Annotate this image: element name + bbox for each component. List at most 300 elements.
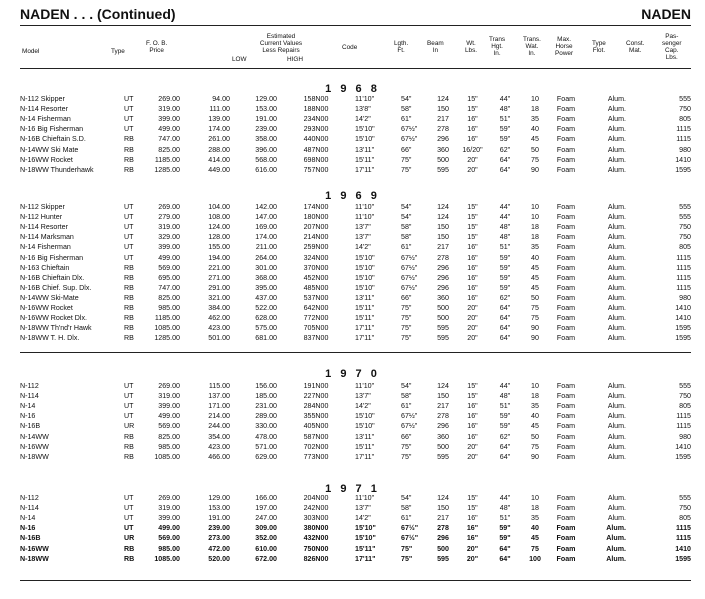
cell-weight: 595 [437,324,449,333]
cell-code: 355N00 [303,412,329,421]
table-row [20,242,691,252]
cell-material: Alum. [607,442,626,451]
cell-weight: 296 [437,534,449,543]
cell-model: N-112 Skipper [20,203,65,212]
cell-trans-height: 20" [466,554,479,563]
cell-trans-water: 64" [499,165,511,174]
cell-trans-height: 15" [467,504,478,513]
cell-length: 15'10" [355,412,375,421]
cell-flotation: Foam [556,514,576,523]
cell-max-hp: 35 [531,514,539,523]
cell-flotation: Foam [556,334,576,343]
table-row [20,533,691,543]
col-header-flotation: Type Flot. [592,40,606,54]
cell-type: UT [124,392,134,401]
cell-code: 826N00 [303,554,329,563]
table-row [20,144,691,154]
cell-material: Alum. [607,514,626,523]
cell-flotation: Foam [556,145,576,154]
cell-capacity: 1410 [675,303,691,312]
cell-value-low: 239.00 [208,524,230,533]
cell-code: 772N00 [303,314,329,323]
model-table-1971 [20,493,691,564]
cell-beam: 75" [401,314,412,323]
cell-beam: 66" [401,293,412,302]
cell-length: 13'7" [355,392,371,401]
cell-beam: 75" [401,554,413,563]
cell-trans-height: 16" [467,273,478,282]
cell-flotation: Foam [556,382,576,391]
cell-code: 702N00 [303,442,329,451]
cell-trans-height: 16" [467,293,478,302]
cell-value-high: 239.00 [255,125,277,134]
cell-value-low: 449.00 [208,165,230,174]
cell-model: N-114 Marksman [20,233,74,242]
cell-flotation: Foam [556,452,576,461]
cell-value-high: 147.00 [255,213,277,222]
cell-trans-water: 44" [499,203,511,212]
cell-length: 13'7" [355,504,371,513]
cell-capacity: 1115 [676,524,691,533]
cell-trans-height: 15" [467,213,478,222]
cell-type: UT [124,524,134,533]
col-header-length: Lgth. Ft. [394,40,409,54]
model-table-1969 [20,202,691,343]
cell-trans-height: 20" [466,544,479,553]
col-header-trans-hgt: Trans Hgt. In. [489,36,506,57]
cell-value-high: 185.00 [255,392,277,401]
cell-value-low: 472.00 [208,544,230,553]
cell-material: Alum. [607,412,626,421]
cell-value-low: 194.00 [208,253,230,262]
cell-weight: 150 [437,223,449,232]
cell-code: 750N00 [303,544,329,553]
cell-code: 293N00 [303,125,329,134]
cell-model: N-18WW Thunderhawk [20,165,94,174]
table-row [20,155,691,165]
cell-max-hp: 40 [531,125,539,134]
cell-flotation: Foam [556,243,576,252]
cell-model: N-16 [20,412,36,421]
cell-length: 11'10" [355,494,375,503]
cell-trans-height: 16" [467,125,478,134]
cell-value-low: 273.00 [208,534,230,543]
cell-trans-water: 64" [499,155,511,164]
cell-material: Alum. [607,382,626,391]
cell-price: 1085.00 [154,452,180,461]
cell-material: Alum. [607,223,626,232]
cell-capacity: 750 [679,392,691,401]
cell-model: N-18WW Th'nd'r Hawk [20,324,92,333]
cell-material: Alum. [607,125,626,134]
cell-length: 17'11" [355,324,375,333]
cell-max-hp: 10 [531,203,539,212]
cell-weight: 150 [437,504,449,513]
cell-trans-height: 15" [467,494,478,503]
table-row [20,523,691,533]
cell-type: UT [124,382,134,391]
cell-type: UR [124,422,135,431]
table-row [20,503,691,513]
cell-flotation: Foam [556,283,576,292]
cell-capacity: 1595 [675,324,691,333]
cell-trans-height: 16" [467,253,478,262]
cell-beam: 75" [401,334,412,343]
cell-length: 11'10" [355,95,375,104]
cell-type: RB [124,263,134,272]
cell-material: Alum. [607,422,626,431]
table-row [20,232,691,242]
cell-trans-height: 16" [467,283,478,292]
cell-trans-height: 16" [467,402,478,411]
cell-length: 15'11" [355,314,375,323]
cell-trans-water: 48" [499,392,511,401]
cell-value-low: 124.00 [208,223,230,232]
cell-weight: 278 [437,125,449,134]
cell-trans-water: 59" [499,524,511,533]
col-header-high: HIGH [287,56,303,63]
page-bottom-rule [20,580,691,581]
cell-value-high: 672.00 [255,554,277,563]
cell-length: 14'2" [355,115,371,124]
cell-code: 174N00 [303,203,329,212]
cell-capacity: 555 [679,494,691,503]
cell-value-high: 368.00 [255,273,277,282]
cell-trans-height: 15" [467,233,478,242]
cell-weight: 150 [437,105,449,114]
cell-length: 15'11" [355,442,375,451]
cell-weight: 278 [437,524,449,533]
cell-price: 269.00 [158,95,180,104]
cell-weight: 124 [437,382,449,391]
cell-value-high: 191.00 [255,115,277,124]
cell-type: RB [124,303,134,312]
cell-value-low: 466.00 [208,452,230,461]
cell-code: 180N00 [303,213,329,222]
cell-material: Alum. [607,263,626,272]
cell-type: RB [124,293,134,302]
cell-length: 14'2" [355,243,371,252]
cell-weight: 124 [437,203,449,212]
cell-price: 569.00 [158,263,180,272]
cell-material: Alum. [607,283,626,292]
cell-weight: 296 [437,283,449,292]
cell-capacity: 1595 [675,165,691,174]
cell-material: Alum. [607,115,626,124]
cell-value-high: 301.00 [255,263,277,272]
cell-type: UR [124,534,135,543]
cell-capacity: 805 [679,402,691,411]
cell-weight: 124 [437,213,449,222]
cell-price: 985.00 [158,303,180,312]
table-row [20,421,691,431]
cell-max-hp: 18 [531,392,539,401]
cell-value-low: 111.00 [209,105,230,114]
cell-flotation: Foam [556,412,576,421]
cell-trans-height: 20" [467,324,478,333]
cell-flotation: Foam [556,392,576,401]
col-header-values: Estimated Current Values Less Repairs [259,33,303,54]
cell-beam: 61" [401,243,412,252]
cell-max-hp: 18 [531,223,539,232]
cell-max-hp: 75 [531,314,539,323]
cell-price: 319.00 [158,105,180,114]
cell-price: 985.00 [158,442,180,451]
cell-flotation: Foam [556,303,576,312]
cell-material: Alum. [607,452,626,461]
cell-model: N-16B Chieftain Dlx. [20,273,85,282]
col-header-trans-wat: Trans. Wat. In. [523,36,541,57]
cell-value-low: 94.00 [212,95,230,104]
cell-max-hp: 100 [529,554,541,563]
cell-material: Alum. [607,213,626,222]
cell-model: N-112 [20,494,39,503]
cell-value-low: 104.00 [208,203,230,212]
table-row [20,303,691,313]
col-header-model: Model [22,48,40,55]
cell-weight: 500 [437,155,449,164]
cell-price: 319.00 [158,223,180,232]
cell-capacity: 1595 [675,554,691,563]
col-header-horsepower: Max. Horse Power [555,36,574,57]
cell-model: N-16B [20,422,41,431]
cell-model: N-16B Chieftain S.D. [20,135,86,144]
cell-value-high: 166.00 [255,494,277,503]
model-table-1968 [20,94,691,175]
cell-trans-water: 48" [499,233,511,242]
cell-flotation: Foam [556,273,576,282]
cell-type: UT [124,402,134,411]
cell-material: Alum. [607,203,626,212]
cell-type: RB [124,334,134,343]
cell-price: 747.00 [158,135,180,144]
cell-value-high: 129.00 [255,95,277,104]
cell-model: N-114 [20,392,39,401]
page-title: NADEN . . . (Continued) [20,6,176,22]
cell-value-low: 174.00 [208,125,230,134]
cell-beam: 67½" [401,125,418,134]
col-header-capacity: Pas- senger Cap. Lbs. [662,33,682,61]
cell-trans-height: 16" [467,263,478,272]
cell-beam: 67½" [401,534,419,543]
cell-price: 1285.00 [154,165,180,174]
table-row [20,222,691,232]
cell-material: Alum. [606,524,626,533]
cell-value-low: 384.00 [208,303,230,312]
cell-code: 485N00 [303,283,329,292]
cell-length: 15'10" [355,534,376,543]
cell-trans-water: 48" [499,105,511,114]
cell-flotation: Foam [556,223,576,232]
cell-code: 191N00 [303,382,329,391]
cell-capacity: 1410 [675,314,691,323]
table-row [20,165,691,175]
table-row [20,513,691,523]
cell-length: 13'7" [355,233,371,242]
cell-code: 698N00 [303,155,329,164]
cell-capacity: 1410 [675,544,691,553]
cell-type: RB [124,273,134,282]
cell-trans-water: 59" [499,422,511,431]
cell-weight: 150 [437,392,449,401]
cell-weight: 500 [437,314,449,323]
cell-length: 14'2" [355,514,371,523]
cell-weight: 296 [437,135,449,144]
cell-trans-height: 20" [467,334,478,343]
cell-material: Alum. [607,402,626,411]
cell-flotation: Foam [556,253,576,262]
cell-material: Alum. [607,253,626,262]
cell-code: 204N00 [303,494,329,503]
cell-capacity: 980 [679,145,691,154]
cell-value-high: 330.00 [255,422,277,431]
cell-trans-water: 51" [499,115,511,124]
cell-model: N-114 Resorter [20,223,68,232]
cell-trans-height: 15" [467,95,478,104]
cell-type: RB [124,145,134,154]
cell-flotation: Foam [556,213,576,222]
cell-capacity: 1595 [675,334,691,343]
cell-code: 432N00 [303,534,329,543]
cell-trans-height: 15" [467,203,478,212]
cell-code: 207N00 [303,223,329,232]
cell-code: 705N00 [303,324,329,333]
cell-trans-water: 59" [499,412,511,421]
cell-capacity: 555 [679,213,691,222]
cell-price: 499.00 [158,253,180,262]
cell-max-hp: 90 [531,165,539,174]
cell-type: UT [124,514,134,523]
cell-length: 13'7" [355,223,371,232]
cell-value-high: 395.00 [255,283,277,292]
cell-value-low: 128.00 [208,233,230,242]
cell-code: 440N00 [303,135,329,144]
cell-price: 825.00 [158,432,180,441]
cell-trans-water: 64" [499,452,511,461]
cell-max-hp: 90 [531,452,539,461]
cell-trans-height: 20" [467,303,478,312]
cell-length: 17'11" [355,452,375,461]
cell-model: N-114 [20,504,39,513]
cell-trans-water: 51" [499,243,511,252]
cell-capacity: 1115 [676,412,691,421]
cell-beam: 66" [401,145,412,154]
cell-trans-water: 44" [499,213,511,222]
cell-code: 259N00 [303,243,329,252]
cell-flotation: Foam [556,115,576,124]
cell-trans-water: 64" [499,303,511,312]
cell-code: 405N00 [303,422,329,431]
cell-max-hp: 10 [531,213,539,222]
cell-model: N-16WW [20,442,49,451]
cell-weight: 124 [437,494,449,503]
cell-material: Alum. [607,392,626,401]
table-row [20,411,691,421]
cell-beam: 61" [401,115,412,124]
cell-price: 569.00 [158,422,180,431]
table-row [20,452,691,462]
cell-max-hp: 18 [531,105,539,114]
cell-flotation: Foam [556,402,576,411]
cell-trans-water: 44" [499,95,511,104]
cell-price: 499.00 [158,125,180,134]
cell-model: N-112 Hunter [20,213,63,222]
cell-type: RB [124,554,135,563]
cell-beam: 54" [401,95,412,104]
table-row [20,104,691,114]
cell-value-low: 261.00 [208,135,230,144]
cell-max-hp: 45 [531,273,539,282]
cell-max-hp: 10 [531,494,539,503]
cell-capacity: 805 [679,243,691,252]
cell-max-hp: 75 [531,442,539,451]
cell-weight: 217 [437,115,449,124]
cell-capacity: 805 [679,115,691,124]
cell-code: 303N00 [303,514,329,523]
cell-trans-height: 20" [467,314,478,323]
table-row [20,114,691,124]
cell-trans-water: 64" [499,554,511,563]
cell-beam: 75" [401,442,412,451]
cell-type: RB [124,165,134,174]
cell-beam: 54" [401,213,412,222]
cell-value-high: 247.00 [255,514,277,523]
cell-length: 11'10" [355,213,375,222]
cell-model: N-14WW [20,432,49,441]
cell-type: RB [124,135,134,144]
cell-max-hp: 40 [531,524,539,533]
cell-value-high: 628.00 [255,314,277,323]
cell-code: 537N00 [303,293,329,302]
table-row [20,134,691,144]
year-heading-1970: 1 9 7 0 [325,368,380,380]
cell-type: RB [124,432,134,441]
header-top-rule [20,25,691,26]
cell-max-hp: 18 [531,504,539,513]
cell-trans-height: 16" [467,422,478,431]
cell-material: Alum. [606,534,626,543]
cell-weight: 124 [437,95,449,104]
cell-beam: 75" [401,324,412,333]
cell-max-hp: 45 [531,263,539,272]
cell-type: UT [124,412,134,421]
cell-length: 14'2" [355,402,371,411]
cell-max-hp: 35 [531,402,539,411]
cell-length: 13'8" [355,105,371,114]
cell-weight: 217 [437,514,449,523]
cell-max-hp: 45 [531,283,539,292]
cell-model: N-14 [20,402,36,411]
cell-flotation: Foam [556,155,576,164]
cell-weight: 296 [437,273,449,282]
cell-code: 242N00 [303,504,329,513]
cell-trans-water: 59" [499,263,511,272]
cell-max-hp: 35 [531,243,539,252]
cell-beam: 67½" [401,263,418,272]
cell-trans-height: 16" [466,534,479,543]
cell-capacity: 750 [679,223,691,232]
cell-length: 17'11" [355,334,375,343]
cell-weight: 500 [437,442,449,451]
cell-price: 319.00 [158,504,180,513]
cell-trans-height: 20" [467,155,478,164]
col-header-weight: Wt. Lbs. [465,40,478,54]
cell-capacity: 1115 [676,253,691,262]
cell-model: N-16B Chief. Sup. Dlx. [20,283,92,292]
cell-model: N-14 [20,514,36,523]
cell-weight: 500 [437,544,449,553]
cell-model: N-163 Chieftain [20,263,70,272]
